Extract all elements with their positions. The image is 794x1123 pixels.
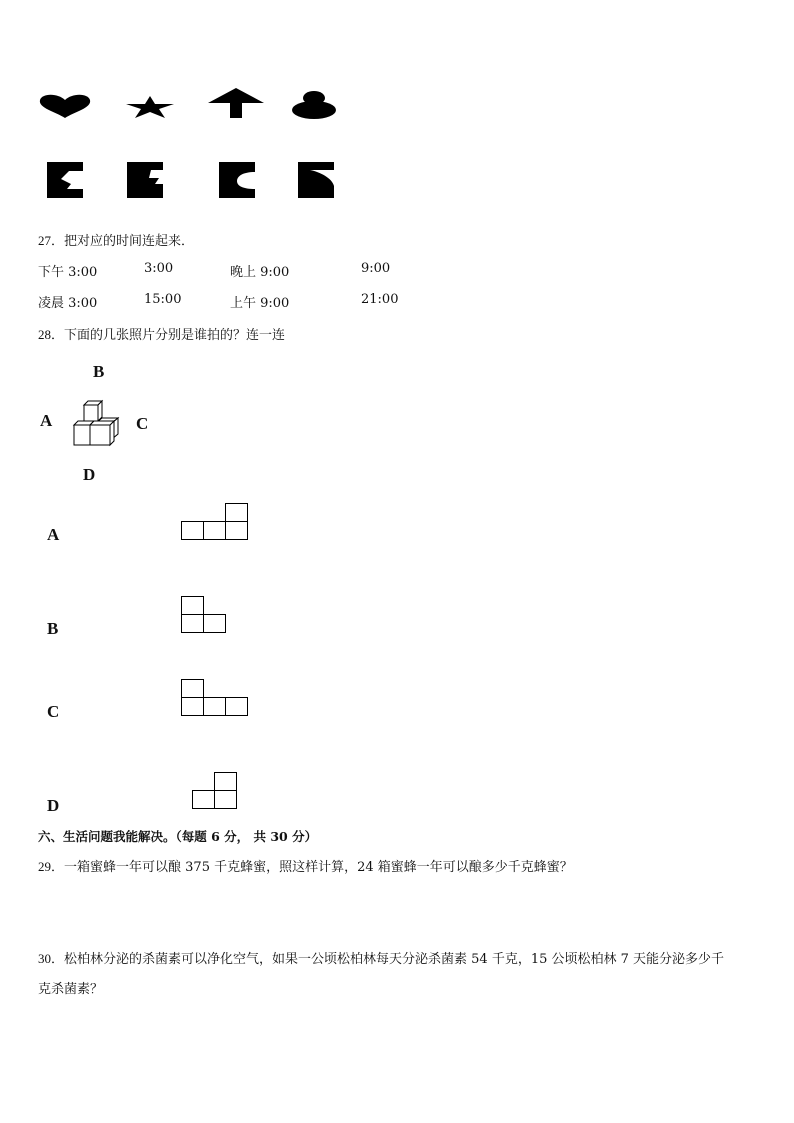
time-cell: 上午 9:00 xyxy=(230,296,290,311)
question-30-line2: 克杀菌素？ xyxy=(38,982,104,997)
question-number: 27． xyxy=(38,233,65,248)
view-d-grid xyxy=(192,772,240,810)
position-label-top: B xyxy=(93,362,105,381)
view-label-d: D xyxy=(47,796,60,815)
view-label-a: A xyxy=(47,525,60,544)
view-label-b: B xyxy=(47,619,59,638)
question-29 xyxy=(38,856,573,875)
question-text: 下面的几张照片分别是谁拍的？连一连 xyxy=(64,328,286,343)
heart-icon xyxy=(38,94,92,118)
view-a-grid xyxy=(181,503,251,541)
position-label-bottom: D xyxy=(83,465,96,484)
time-cell: 21:00 xyxy=(361,292,399,307)
time-cell: 3:00 xyxy=(144,261,174,276)
question-number: 30． xyxy=(38,951,65,966)
snowman-icon xyxy=(292,91,336,119)
time-cell: 9:00 xyxy=(361,261,391,276)
question-number: 29． xyxy=(38,859,65,874)
position-label-left: A xyxy=(40,411,53,430)
question-27 xyxy=(38,230,194,249)
question-text: 一箱蜜蜂一年可以酿 375 千克蜂蜜，照这样计算，24 箱蜜蜂一年可以酿多少千克蜂蜜？ xyxy=(64,860,573,875)
time-cell: 下午 3:00 xyxy=(38,265,98,280)
view-b-grid xyxy=(181,596,229,634)
question-text-line1: 松柏林分泌的杀菌素可以净化空气，如果一公顷松柏林每天分泌杀菌素 54 千克，15 公顷松柏林 7 天能分泌多少千 xyxy=(64,952,725,967)
section-6-title: 六、生活问题我能解决。（每题 6 分， 共 30 分） xyxy=(38,829,318,844)
question-30 xyxy=(38,948,724,967)
question-number: 28． xyxy=(38,327,65,342)
time-cell: 15:00 xyxy=(144,292,182,307)
cube-stack-figure xyxy=(72,397,120,449)
view-c-grid xyxy=(181,679,251,717)
cut-square-4 xyxy=(298,162,334,198)
question-28 xyxy=(38,324,285,343)
time-cell: 晚上 9:00 xyxy=(230,265,290,280)
view-label-c: C xyxy=(47,702,60,721)
cut-square-3 xyxy=(219,162,255,198)
cut-square-2 xyxy=(127,162,163,198)
star-icon xyxy=(126,96,174,118)
question-text: 把对应的时间连起来． xyxy=(64,234,195,249)
time-cell: 凌晨 3:00 xyxy=(38,296,98,311)
position-label-right: C xyxy=(136,414,149,433)
cut-square-1 xyxy=(47,162,83,198)
arrow-up-icon xyxy=(208,88,264,118)
